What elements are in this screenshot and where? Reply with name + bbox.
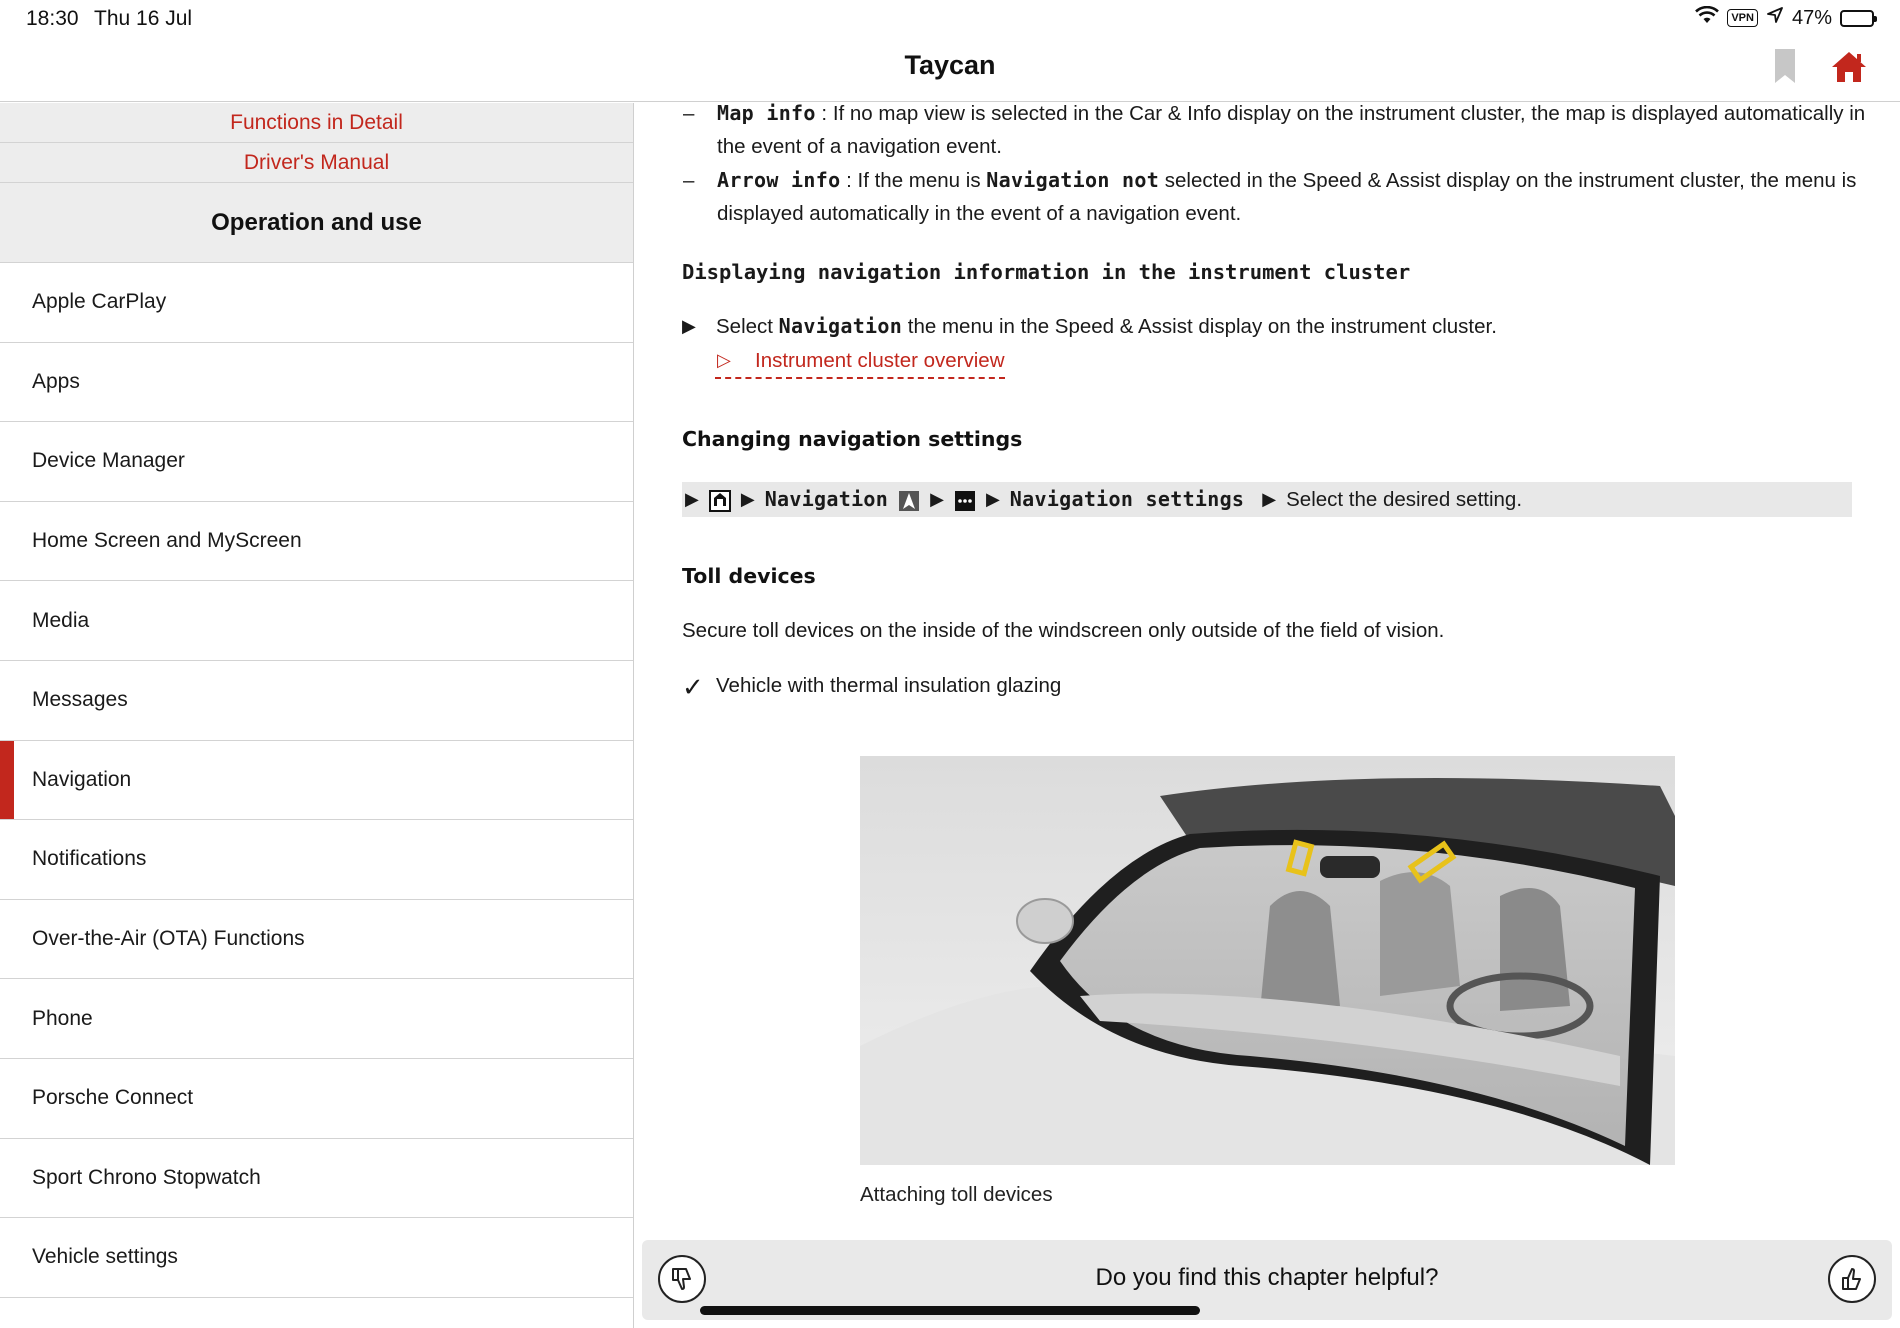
sidebar-item-label: Vehicle settings <box>32 1245 178 1269</box>
sidebar-item-notifications[interactable] <box>0 820 633 900</box>
sidebar-item-label: Over-the-Air (OTA) Functions <box>32 927 305 951</box>
status-bar <box>0 0 1900 40</box>
more-options-icon <box>954 489 976 511</box>
heading-toll-devices: Toll devices <box>682 564 816 588</box>
link-instrument-cluster-overview[interactable] <box>715 344 1005 379</box>
map-info-text-cont: the event of a navigation event. <box>717 135 1002 158</box>
home-indicator[interactable] <box>700 1306 1200 1315</box>
sidebar-item-label: Sport Chrono Stopwatch <box>32 1165 261 1189</box>
home-icon[interactable] <box>1830 50 1868 84</box>
wifi-icon <box>1695 6 1719 30</box>
arrow-info-text-b: selected in the Speed & Assist display on the instrument cluster, the menu is <box>1159 169 1857 192</box>
sidebar-item-vehicle-settings[interactable] <box>0 1218 633 1298</box>
crumb-drivers-manual[interactable]: Driver's Manual <box>0 143 633 183</box>
sidebar-item-media[interactable] <box>0 581 633 661</box>
thumbs-up-icon[interactable] <box>1828 1255 1876 1303</box>
section-title: Operation and use <box>0 183 633 263</box>
sidebar-item-phone[interactable] <box>0 979 633 1059</box>
sidebar-item-apple-carplay[interactable] <box>0 263 633 343</box>
chapter-sidebar <box>0 103 634 1328</box>
sidebar-item-label: Device Manager <box>32 449 185 473</box>
sidebar-item-label: Media <box>32 608 90 632</box>
arrow-info-text-cont: displayed automatically in the event of a navigation event. <box>717 202 1242 225</box>
heading-changing-navigation-settings: Changing navigation settings <box>682 427 1023 451</box>
sidebar-item-device-manager[interactable] <box>0 422 633 502</box>
sidebar-item-label: Phone <box>32 1006 93 1030</box>
sidebar-item-label: Apple CarPlay <box>32 290 167 314</box>
sidebar-item-label: Apps <box>32 369 80 393</box>
path-arrow: ▶ <box>1262 489 1277 509</box>
term-map-info: Map info <box>717 103 816 125</box>
sidebar-item-navigation[interactable] <box>0 741 633 821</box>
link-marker: ▷ <box>717 350 731 370</box>
term-navigation: Navigation <box>778 314 903 338</box>
term-navigation-not: Navigation not <box>986 168 1160 192</box>
toll-paragraph: Secure toll devices on the inside of the windscreen only outside of the field of vision. <box>682 619 1445 642</box>
sidebar-item-home-screen-and-myscreen[interactable] <box>0 502 633 582</box>
step-marker: ▶ <box>682 316 696 336</box>
condition-text: Vehicle with thermal insulation glazing <box>716 674 1062 697</box>
path-arrow: ▶ <box>930 489 944 509</box>
list-dash: – <box>683 103 695 125</box>
sidebar-item-messages[interactable] <box>0 661 633 741</box>
sidebar-item-label: Home Screen and MyScreen <box>32 529 302 553</box>
sidebar-item-porsche-connect[interactable] <box>0 1059 633 1139</box>
condition-item <box>682 669 1061 702</box>
feedback-question: Do you find this chapter helpful? <box>1095 1264 1439 1291</box>
sidebar-item-label: Porsche Connect <box>32 1086 194 1110</box>
car-menu-icon <box>709 489 731 511</box>
path-navigation-settings: Navigation settings <box>1009 487 1245 511</box>
sidebar-item-over-the-air-ota-functions[interactable] <box>0 900 633 980</box>
path-arrow: ▶ <box>740 489 755 509</box>
location-arrow-icon <box>1766 6 1784 30</box>
page-title: Taycan <box>904 50 996 80</box>
instruction-step <box>682 310 1497 343</box>
crumb-functions-in-detail[interactable]: Functions in Detail <box>0 103 633 143</box>
list-item-map-info <box>683 103 1873 163</box>
list-dash: – <box>683 169 695 192</box>
sidebar-item-apps[interactable] <box>0 343 633 423</box>
path-final-step: Select the desired setting. <box>1286 488 1523 511</box>
path-arrow: ▶ <box>985 489 1000 509</box>
path-arrow: ▶ <box>685 489 699 509</box>
map-info-text: : If no map view is selected in the Car & Info display on the instrument cluster, the map is displayed automatically in <box>815 103 1866 125</box>
sidebar-item-label: Messages <box>32 688 128 712</box>
arrow-info-text: : If the menu is <box>840 169 987 192</box>
path-navigation: Navigation <box>764 487 889 511</box>
menu-path <box>682 482 1852 517</box>
subheading-displaying-nav: Displaying navigation information in the instrument cluster <box>682 260 1411 284</box>
step-suffix: the menu in the Speed & Assist display on the instrument cluster. <box>902 315 1497 338</box>
link-label: Instrument cluster overview <box>755 349 1005 372</box>
sidebar-item-label: Notifications <box>32 847 147 871</box>
battery-icon <box>1840 10 1874 27</box>
chapter-content <box>635 103 1900 1328</box>
map-icon <box>898 489 920 511</box>
status-time: 18:30 <box>26 7 79 30</box>
sidebar-item-label: Navigation <box>32 767 132 791</box>
bookmark-icon[interactable] <box>1774 48 1796 84</box>
figure-caption: Attaching toll devices <box>860 1183 1053 1206</box>
battery-percent: 47% <box>1791 6 1832 29</box>
sidebar-item-sport-chrono-stopwatch[interactable] <box>0 1139 633 1219</box>
vpn-badge: VPN <box>1727 9 1758 27</box>
sidebar-list <box>0 263 633 1298</box>
status-indicators <box>1695 6 1874 30</box>
step-prefix: Select <box>716 315 779 338</box>
app-header <box>0 40 1900 102</box>
toll-device-illustration <box>860 756 1675 1165</box>
list-item-arrow-info <box>683 164 1873 230</box>
term-arrow-info: Arrow info <box>717 168 841 192</box>
status-date: Thu 16 Jul <box>94 7 193 30</box>
checkmark-icon: ✓ <box>682 672 704 702</box>
